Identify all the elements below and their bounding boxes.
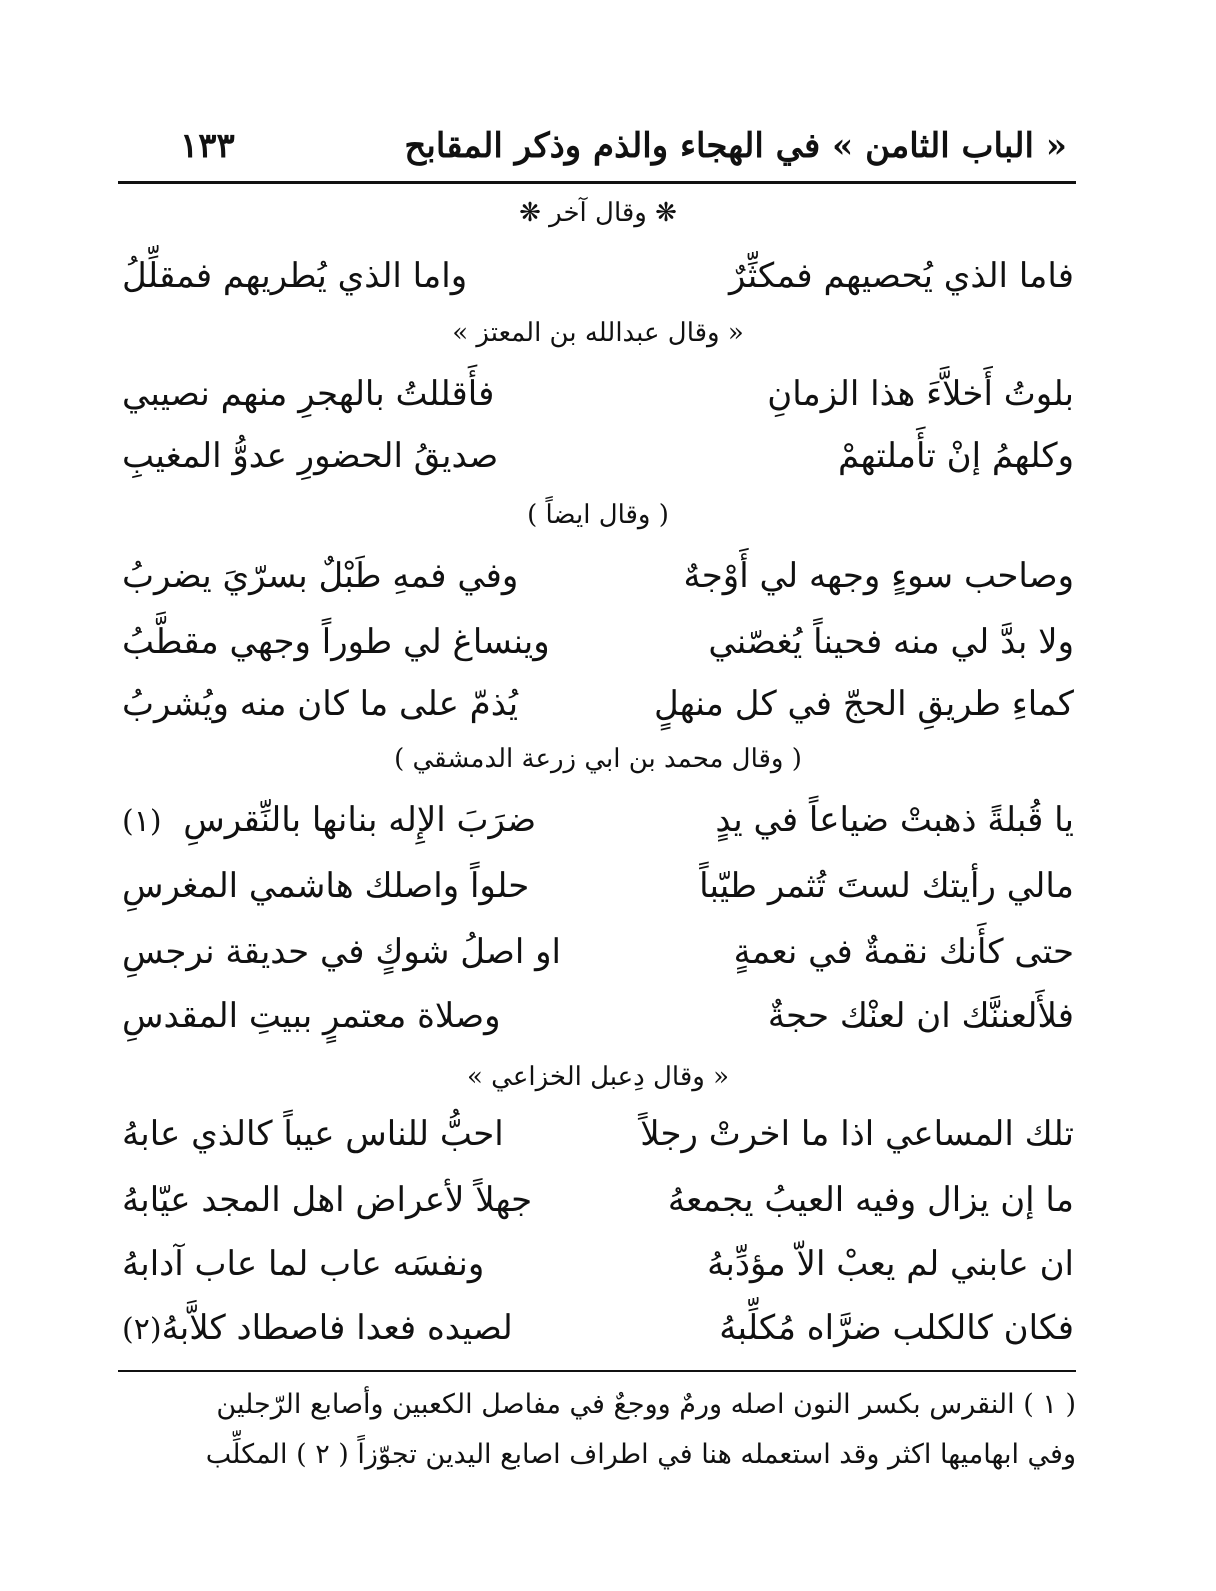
- footnote-reference: (١): [122, 804, 162, 839]
- second-hemistich: [122, 800, 536, 840]
- second-hemistich: وفي فمهِ طَبْلٌ بسرّيَ يضربُ: [122, 556, 519, 596]
- section-heading: ( وقال ايضاً ): [527, 500, 669, 530]
- second-hemistich: وينساغ لي طوراً وجهي مقطَّبُ: [122, 622, 550, 662]
- first-hemistich: وكلهمُ إنْ تأَملتهمْ: [837, 436, 1074, 476]
- second-hemistich: واما الذي يُطريهم فمقلِّلُ: [122, 256, 468, 296]
- second-hemistich: ونفسَه عاب لما عاب آدابهُ: [122, 1244, 485, 1284]
- section-heading: « وقال دِعبل الخزاعي »: [467, 1062, 729, 1092]
- hemistich-text: لصيده فعدا فاصطاد كلاَّبهُ: [161, 1308, 513, 1348]
- first-hemistich: ولا بدَّ لي منه فحيناً يُغصّني: [708, 622, 1074, 662]
- first-hemistich: ان عابني لم يعبْ الاّ مؤدِّبهُ: [707, 1244, 1074, 1284]
- second-hemistich: احبُّ للناس عيباً كالذي عابهُ: [122, 1114, 504, 1154]
- verse-line: [122, 866, 1074, 922]
- verse-line: [122, 1114, 1074, 1170]
- section-heading: « وقال عبدالله بن المعتز »: [452, 318, 744, 348]
- verse-line: [122, 932, 1074, 988]
- first-hemistich: مالي رأيتك لستَ تُثمر طيّباً: [699, 866, 1074, 906]
- verse-line: [122, 622, 1074, 678]
- verse-line: [122, 436, 1074, 492]
- first-hemistich: يا قُبلةً ذهبتْ ضياعاً في يدٍ: [715, 800, 1074, 840]
- footnote-reference: (٢): [122, 1312, 162, 1347]
- verse-line: [122, 800, 1074, 856]
- verse-line: [122, 256, 1074, 312]
- page-number: ١٣٣: [180, 126, 235, 166]
- first-hemistich: حتى كأَنك نقمةٌ في نعمةٍ: [733, 932, 1074, 972]
- second-hemistich: صديقُ الحضورِ عدوُّ المغيبِ: [122, 436, 499, 476]
- footnote-line: ( ١ ) النقرس بكسر النون اصله ورمٌ ووجعٌ في مفاصل الكعبين وأصابع الرّجلين: [216, 1389, 1076, 1420]
- footnotes: [118, 1380, 1076, 1480]
- first-hemistich: فاما الذي يُحصيهم فمكثِّرٌ: [728, 256, 1074, 296]
- first-hemistich: فلأَلعننَّك ان لعنْك حجةٌ: [767, 996, 1074, 1036]
- first-hemistich: تلك المساعي اذا ما اخرتْ رجلاً: [640, 1114, 1074, 1154]
- second-hemistich: حلواً واصلك هاشمي المغرسِ: [122, 866, 530, 906]
- verse-line: [122, 996, 1074, 1052]
- second-hemistich: وصلاة معتمرٍ ببيتِ المقدسِ: [122, 996, 501, 1036]
- first-hemistich: ما إن يزال وفيه العيبُ يجمعهُ: [667, 1180, 1074, 1220]
- footnote-rule: [118, 1370, 1076, 1372]
- second-hemistich: جهلاً لأعراض اهل المجد عيّابهُ: [122, 1180, 533, 1220]
- first-hemistich: كماءِ طريقِ الحجّ في كل منهلٍ: [654, 684, 1074, 724]
- verse-line: [122, 1308, 1074, 1364]
- verse-line: [122, 374, 1074, 430]
- verse-line: [122, 1244, 1074, 1300]
- verse-line: [122, 684, 1074, 740]
- second-hemistich: [122, 1308, 513, 1348]
- second-hemistich: يُذمّ على ما كان منه ويُشربُ: [122, 684, 519, 724]
- header-rule: [118, 181, 1076, 184]
- second-hemistich: او اصلُ شوكٍ في حديقة نرجسِ: [122, 932, 561, 972]
- footnote-line: وفي ابهاميها اكثر وقد استعمله هنا في اطراف اصابع اليدين تجوّزاً ( ٢ ) المكلِّب: [205, 1439, 1076, 1470]
- page-header: [120, 126, 1072, 176]
- first-hemistich: وصاحب سوءٍ وجهه لي أَوْجهٌ: [683, 556, 1074, 596]
- second-hemistich: فأَقللتُ بالهجرِ منهم نصيبي: [122, 374, 495, 414]
- hemistich-text: ضرَبَ الإِله بنانها بالنِّقرسِ: [183, 800, 537, 840]
- first-hemistich: بلوتُ أَخلاَّءَ هذا الزمانِ: [767, 374, 1074, 414]
- first-hemistich: فكان كالكلب ضرَّاه مُكلِّبهُ: [719, 1308, 1074, 1348]
- running-title: « الباب الثامن » في الهجاء والذم وذكر المقابح: [404, 126, 1067, 166]
- section-heading: ❋ وقال آخر ❋: [519, 198, 677, 228]
- verse-line: [122, 1180, 1074, 1236]
- section-heading: ( وقال محمد بن ابي زرعة الدمشقي ): [394, 744, 802, 774]
- verse-line: [122, 556, 1074, 612]
